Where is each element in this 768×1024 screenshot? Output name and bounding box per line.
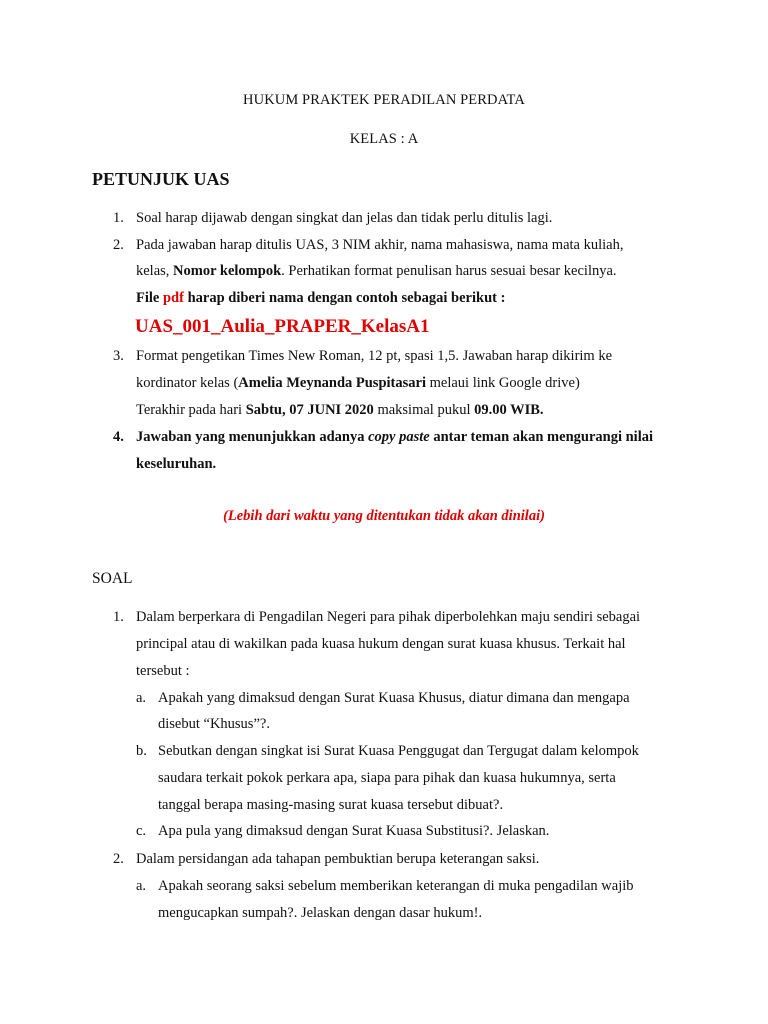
question-2-line-1: Dalam persidangan ada tahapan pembuktian berupa keterangan saksi. — [136, 851, 540, 867]
copy-paste-italic: copy paste — [368, 429, 430, 445]
instruction-2-line-2-post: . Perhatikan format penulisan harus sesuai besar kecilnya. — [281, 263, 617, 279]
instruction-1-number: 1. — [113, 210, 124, 226]
coordinator-pre: kordinator kelas ( — [136, 375, 239, 391]
question-1c-line-1: Apa pula yang dimaksud dengan Surat Kuasa Substitusi?. Jelaskan. — [158, 823, 550, 839]
question-1b-line-1: Sebutkan dengan singkat isi Surat Kuasa Penggugat dan Tergugat dalam kelompok — [158, 743, 639, 759]
deadline-mid: maksimal pukul — [373, 402, 475, 418]
question-2-number: 2. — [113, 851, 124, 867]
pdf-red-word: pdf — [162, 290, 184, 306]
coordinator-post: melaui link Google drive) — [425, 375, 580, 391]
question-1-line-3: tersebut : — [136, 663, 190, 679]
instruction-1-text: Soal harap dijawab dengan singkat dan jelas dan tidak perlu ditulis lagi. — [136, 210, 553, 226]
instruction-3-line-3 — [136, 402, 544, 419]
class-line: KELAS : A — [349, 131, 419, 147]
instruction-4-number: 4. — [113, 429, 124, 445]
deadline-date: Sabtu, 07 JUNI 2020 — [245, 402, 374, 418]
question-1a-label: a. — [136, 690, 147, 706]
question-1c-label: c. — [136, 823, 147, 839]
question-2a-line-1: Apakah seorang saksi sebelum memberikan keterangan di muka pengadilan wajib — [158, 878, 634, 894]
instruction-2-line-3 — [136, 290, 505, 307]
instruction-2-line-2-pre: kelas, — [136, 263, 174, 279]
copy-paste-post: antar teman akan mengurangi nilai — [429, 429, 654, 445]
file-pdf-post: harap diberi nama dengan contoh sebagai berikut : — [183, 290, 506, 306]
question-2a-line-2: mengucapkan sumpah?. Jelaskan dengan dasar hukum!. — [158, 905, 483, 921]
instructions-heading: PETUNJUK UAS — [92, 169, 230, 189]
coordinator-name: Amelia Meynanda Puspitasari — [238, 375, 426, 391]
instruction-2-line-2 — [136, 263, 617, 280]
instruction-3-line-1: Format pengetikan Times New Roman, 12 pt, spasi 1,5. Jawaban harap dikirim ke — [136, 348, 613, 364]
instruction-3-number: 3. — [113, 348, 124, 364]
instruction-2-line-1: Pada jawaban harap ditulis UAS, 3 NIM akhir, nama mahasiswa, nama mata kuliah, — [136, 237, 624, 253]
instruction-4-line-2: keseluruhan. — [136, 456, 217, 472]
instruction-2-number: 2. — [113, 237, 124, 253]
late-submission-note: (Lebih dari waktu yang ditentukan tidak akan dinilai) — [223, 508, 545, 524]
question-1-number: 1. — [113, 609, 124, 625]
nomor-kelompok-bold: Nomor kelompok — [173, 263, 282, 279]
question-1-line-2: principal atau di wakilkan pada kuasa hukum dengan surat kuasa khusus. Terkait hal — [136, 636, 626, 652]
question-2a-label: a. — [136, 878, 147, 894]
question-1b-line-3: tanggal berapa masing-masing surat kuasa tersebut dibuat?. — [158, 797, 504, 813]
deadline-pre: Terakhir pada hari — [136, 402, 246, 418]
instruction-4-line-1 — [136, 429, 653, 446]
deadline-time: 09.00 WIB. — [474, 402, 544, 418]
document-title: HUKUM PRAKTEK PERADILAN PERDATA — [243, 92, 525, 108]
questions-heading: SOAL — [92, 570, 133, 587]
question-1-line-1: Dalam berperkara di Pengadilan Negeri para pihak diperbolehkan maju sendiri sebagai — [136, 609, 641, 625]
instruction-3-line-2 — [136, 375, 580, 392]
file-pdf-pre: File — [136, 290, 163, 306]
question-1b-label: b. — [136, 743, 147, 759]
copy-paste-pre: Jawaban yang menunjukkan adanya — [136, 429, 369, 445]
filename-example: UAS_001_Aulia_PRAPER_KelasA1 — [135, 316, 430, 337]
question-1a-line-1: Apakah yang dimaksud dengan Surat Kuasa Khusus, diatur dimana dan mengapa — [158, 690, 630, 706]
question-1b-line-2: saudara terkait pokok perkara apa, siapa para pihak dan kuasa hukumnya, serta — [158, 770, 616, 786]
question-1a-line-2: disebut “Khusus”?. — [158, 716, 270, 732]
